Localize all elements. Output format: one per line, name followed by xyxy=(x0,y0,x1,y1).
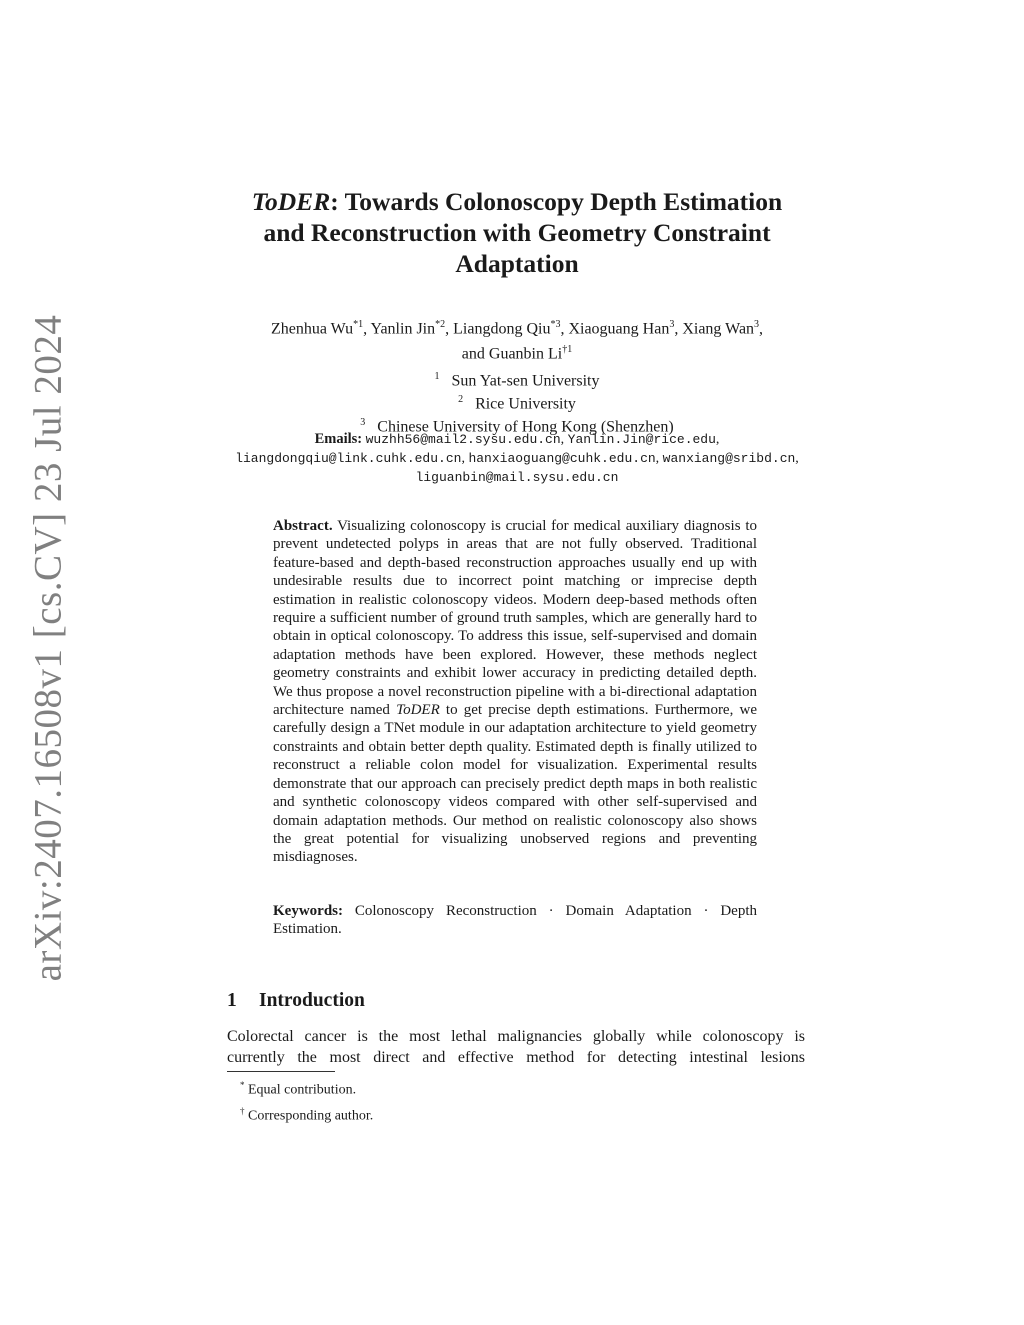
title-line3: Adaptation xyxy=(455,249,579,278)
abstract-text: Visualizing colonoscopy is crucial for medical auxiliary diagnosis to prevent undetected polyps in areas that are not fully observed. Traditional feature-based and depth-based reconstruction approaches usually end up with undesirable results due to incorrect point matching or imprecise depth estimation in realistic colonoscopy videos. Modern deep-based methods often require a sufficient number of ground truth samples, which are generally hard to obtain in optical colonoscopy. To address this issue, self-supervised and domain adaptation methods have been explored. However, these methods neglect geometry constraints and exhibit lower accuracy in predicting detailed depth. We thus propose a novel reconstruction pipeline with a bi-directional adaptation architecture named xyxy=(273,518,757,719)
email-link[interactable]: hanxiaoguang@cuhk.edu.cn xyxy=(468,451,656,466)
email-link[interactable]: Yanlin.Jin@rice.edu xyxy=(567,432,716,447)
arxiv-stamp: arXiv:2407.16508v1 [cs.CV] 23 Jul 2024 xyxy=(26,314,70,982)
email-link[interactable]: wuzhh56@mail2.sysu.edu.cn xyxy=(365,432,561,447)
author-list xyxy=(200,314,834,365)
abstract-italic: ToDER xyxy=(396,702,440,719)
affiliation xyxy=(300,368,734,391)
author-sup: 3 xyxy=(754,319,760,330)
author-sup: 3 xyxy=(669,319,675,330)
footnote xyxy=(240,1075,373,1101)
abstract xyxy=(273,517,757,867)
keywords xyxy=(273,902,757,939)
email-link[interactable]: liangdongqiu@link.cuhk.edu.cn xyxy=(235,451,462,466)
section-heading xyxy=(227,989,365,1013)
footnotes xyxy=(240,1075,373,1126)
author-sep: , xyxy=(674,320,683,338)
affiliation-list xyxy=(300,368,734,436)
author: Xiang Wan xyxy=(682,320,755,338)
author-sep: , xyxy=(445,320,454,338)
affiliation-num: 2 xyxy=(458,393,464,405)
author-sep: , xyxy=(560,320,569,338)
author-sup: *3 xyxy=(550,319,561,330)
section-number: 1 xyxy=(227,990,237,1011)
affiliation-name: Rice University xyxy=(475,395,576,413)
author: Xiaoguang Han xyxy=(568,320,670,338)
title-italic: ToDER xyxy=(251,187,331,216)
section-title: Introduction xyxy=(259,990,365,1011)
author-sup: †1 xyxy=(562,344,573,356)
footnote-text: Equal contribution. xyxy=(244,1082,357,1098)
footnote-rule xyxy=(227,1071,335,1072)
paper-title xyxy=(212,186,822,279)
email-link[interactable]: liguanbin@mail.sysu.edu.cn xyxy=(415,470,619,485)
footnote-mark: * xyxy=(240,1080,245,1090)
keywords-label: Keywords: xyxy=(273,903,343,919)
intro-paragraph xyxy=(227,1027,805,1068)
author: Yanlin Jin xyxy=(370,320,436,338)
author-sup: *2 xyxy=(435,319,446,330)
keywords-text: Colonoscopy Reconstruction · Domain Adaptation · Depth Estimation. xyxy=(273,903,757,938)
author-sep: , xyxy=(759,320,764,338)
affiliation-num: 3 xyxy=(360,416,366,428)
footnote-mark: † xyxy=(240,1105,245,1116)
email-list: Emails: wuzhh56@mail2.sysu.edu.cn, Yanlin.Jin@rice.edu, liangdongqiu@link.cuhk.edu.cn, hanxiaoguang@cuhk.edu.cn, wanxiang@sribd.cn, liguanbin@mail.sysu.edu.cn xyxy=(235,431,799,485)
affiliation-name: Chinese University of Hong Kong (Shenzhen) xyxy=(377,417,674,435)
author: and Guanbin Li xyxy=(461,345,563,363)
intro-line: currently the most direct and effective method for detecting intestinal lesions xyxy=(227,1048,805,1066)
emails-label: Emails: xyxy=(314,431,363,447)
author-sep: , xyxy=(363,320,371,338)
intro-line: Colorectal cancer is the most lethal malignancies globally while colonoscopy is xyxy=(227,1028,805,1045)
email-link[interactable]: wanxiang@sribd.cn xyxy=(662,451,796,466)
author: Liangdong Qiu xyxy=(453,320,551,338)
author: Zhenhua Wu xyxy=(270,320,354,338)
affiliation xyxy=(300,391,734,414)
footnote xyxy=(240,1101,373,1127)
abstract-label: Abstract. xyxy=(273,518,333,534)
abstract-text-cont: to get precise depth estimations. Furthermore, we carefully design a TNet module in our adaptation architecture to yield geometry constraints and obtain better depth quality. Estimated depth is finally utilized to reconstruct a reliable colon model for visualization. Experimental results demonstrate that our approach can precisely predict depth maps in both realistic and synthetic colonoscopy videos compared with other self-supervised and domain adaptation methods. Our method on realistic colonoscopy also shows the great potential for visualizing unobserved regions and preventing misdiagnoses. xyxy=(273,702,758,866)
author-sup: *1 xyxy=(353,319,364,330)
affiliation-name: Sun Yat-sen University xyxy=(451,372,600,390)
title-line2: and Reconstruction with Geometry Constraint xyxy=(263,218,771,247)
footnote-text: Corresponding author. xyxy=(244,1108,374,1124)
title-line1: : Towards Colonoscopy Depth Estimation xyxy=(330,187,783,216)
affiliation-num: 1 xyxy=(434,371,440,382)
